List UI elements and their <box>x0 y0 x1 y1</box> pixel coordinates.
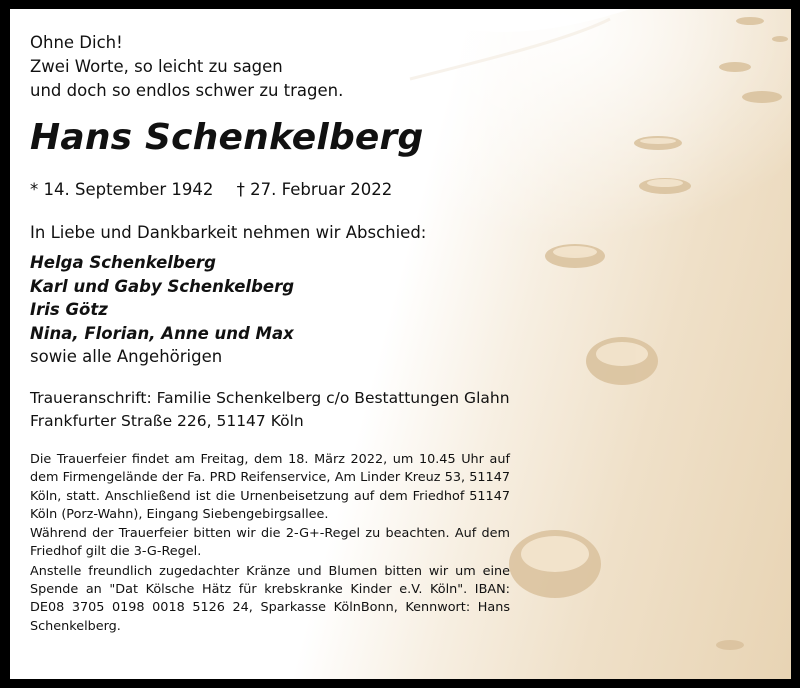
farewell-line: In Liebe und Dankbarkeit nehmen wir Abschied: <box>30 223 427 242</box>
mourner: Iris Götz <box>30 300 108 319</box>
mourners-list <box>30 251 510 369</box>
mourner: Nina, Florian, Anne und Max <box>30 323 294 343</box>
mourner: Karl und Gaby Schenkelberg <box>30 276 295 296</box>
details-paragraph: Während der Trauerfeier bitten wir die 2-G+-Regel zu beachten. Auf dem Friedhof gilt die 3-G-Regel. <box>30 526 510 560</box>
details-paragraph: Anstelle freundlich zugedachter Kränze und Blumen bitten wir um eine Spende an "Dat Kölsche Hätz für krebskranke Kinder e.V. Köln". IBAN: DE08 3705 0198 0018 5126 24, Sparkasse KölnBonn, Kennwort: Hans Schenkelberg. <box>30 563 510 634</box>
deceased-name: Hans Schenkelberg <box>30 117 424 158</box>
obituary-text <box>30 31 510 637</box>
ceremony-details <box>30 451 510 636</box>
birth-date: * 14. September 1942 <box>30 180 214 199</box>
motto-line: Zwei Worte, so leicht zu sagen <box>30 57 283 76</box>
address-line: Traueranschrift: Familie Schenkelberg c/o Bestattungen Glahn <box>30 389 510 407</box>
motto <box>30 31 510 103</box>
address-line: Frankfurter Straße 226, 51147 Köln <box>30 412 304 430</box>
obituary-card <box>10 9 791 679</box>
death-date: † 27. Februar 2022 <box>236 180 393 199</box>
motto-line: Ohne Dich! <box>30 33 123 52</box>
motto-line: und doch so endlos schwer zu tragen. <box>30 81 344 100</box>
details-paragraph: Die Trauerfeier findet am Freitag, dem 18. März 2022, um 10.45 Uhr auf dem Firmengelände der Fa. PRD Reifenservice, Am Linder Kreuz 53, 51147 Köln, statt. Anschließend ist die Urnenbeisetzung auf dem Friedhof 51147 Köln (Porz-Wahn), Eingang Siebengebirgsallee. <box>30 452 510 522</box>
life-dates <box>30 178 510 202</box>
mourner: Helga Schenkelberg <box>30 253 216 272</box>
mourner-relatives: sowie alle Angehörigen <box>30 347 223 366</box>
mourning-address <box>30 387 510 433</box>
